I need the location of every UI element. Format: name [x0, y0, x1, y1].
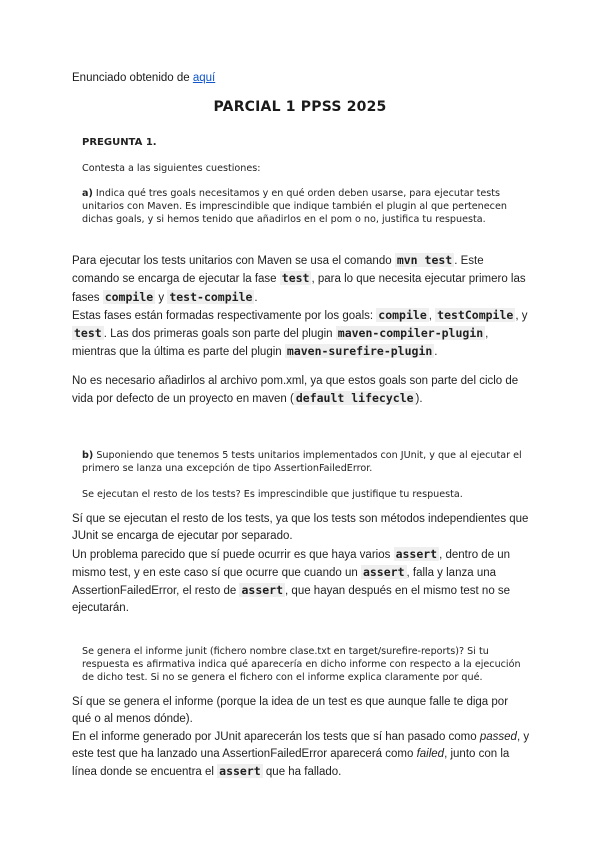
inline-code: maven-surefire-plugin [286, 344, 433, 359]
inline-code: assert [241, 583, 284, 598]
question-label: PREGUNTA 1. [82, 137, 157, 148]
page-title: PARCIAL 1 PPSS 2025 [213, 99, 387, 115]
question-c-line: Se genera el informe junit (fichero nombre clase.txt en target/surefire-reports)? Si tu [82, 646, 489, 657]
answer-b [72, 511, 530, 618]
answer-a-paragraph: No es necesario añadirlos al archivo pom.xml, ya que estos goals son parte del ciclo de vida por defecto de un proyecto en maven ( default lifecycle ). [72, 374, 519, 406]
question-a-line: unitarios con Maven. Es imprescindible que indique también el plugin al que pertenecen [82, 201, 507, 212]
inline-code: default lifecycle [295, 391, 414, 406]
inline-code: assert [395, 546, 438, 561]
question-a-line: dichas goals, y si hemos tenido que añadirlos en el pom o no, justifica tu respuesta. [82, 214, 486, 225]
question-b-statement [82, 449, 522, 501]
answer-b-paragraph: Un problema parecido que sí puede ocurrir es que haya varios assert , dentro de un mismo test, y en este caso sí que ocurre que cuando un assert , falla y lanza una AssertionFailedError, el resto de assert , que hayan después en el mismo test no se ejecutarán. [72, 546, 511, 615]
answer-a [72, 252, 530, 408]
intro-text: Enunciado obtenido de [72, 72, 190, 84]
inline-code: assert [219, 764, 261, 779]
intro-line [72, 72, 215, 84]
answer-c [72, 694, 530, 781]
answer-a-paragraph: Estas fases están formadas respectivamente por los goals: compile , testCompile , y test . Las dos primeras goals son parte del plugin maven-compiler-plugin , mientras que la última es parte del plugin maven-surefire-plugin . [72, 307, 528, 359]
inline-code: compile [104, 289, 154, 304]
source-link[interactable]: aquí [192, 72, 216, 84]
inline-code: testCompile [437, 307, 514, 322]
question-c-statement [82, 645, 521, 684]
inline-code: test-compile [169, 289, 253, 304]
question-a-prefix: a) [82, 188, 93, 199]
question-c-line: de dicho test. Si no se genera el fichero con el informe explica claramente por qué. [82, 672, 483, 683]
question-c-line: respuesta es afirmativa indica qué aparecería en dicho informe con respecto a la ejecución [82, 659, 521, 670]
answer-c-paragraph: Sí que se genera el informe (porque la idea de un test es que aunque falle te diga por qué o al menos dónde). [72, 696, 509, 726]
inline-code: maven-compiler-plugin [337, 326, 484, 341]
inline-code: test [281, 271, 310, 286]
question-b-line: Suponiendo que tenemos 5 tests unitarios implementados con JUnit, y que al ejecutar el [96, 450, 522, 461]
inline-code: assert [362, 564, 405, 579]
inline-code: test [74, 326, 102, 341]
question-b-line: Se ejecutan el resto de los tests? Es imprescindible que justifique tu respuesta. [82, 489, 463, 500]
question-b-prefix: b) [82, 450, 94, 461]
question-a-line: Indica qué tres goals necesitamos y en qué orden deben usarse, para ejecutar tests [95, 188, 501, 199]
failed-term: failed [416, 747, 445, 760]
answer-b-paragraph: Sí que se ejecutan el resto de los tests, ya que los tests son métodos independientes que JUnit se encarga de ejecutar por separado. [72, 513, 529, 543]
inline-code: compile [378, 307, 427, 322]
question-a-statement [82, 187, 507, 226]
answer-a-paragraph: Para ejecutar los tests unitarios con Maven se usa el comando mvn test . Este comando se encarga de ejecutar la fase test , para lo que necesita ejecutar primero las fases compile y test-compile . [72, 253, 526, 304]
answer-c-paragraph: En el informe generado por JUnit aparecerán los tests que sí han pasado como passed, y este test que ha lanzado una AssertionFailedError aparecerá como failed, junto con la línea donde se encuentra el assert que ha fallado. [72, 730, 530, 779]
question-b-line: primero se lanza una excepción de tipo AssertionFailedError. [82, 463, 373, 474]
question-instruction: Contesta a las siguientes cuestiones: [82, 163, 261, 174]
passed-term: passed [479, 730, 517, 743]
inline-code: mvn test [396, 253, 453, 267]
